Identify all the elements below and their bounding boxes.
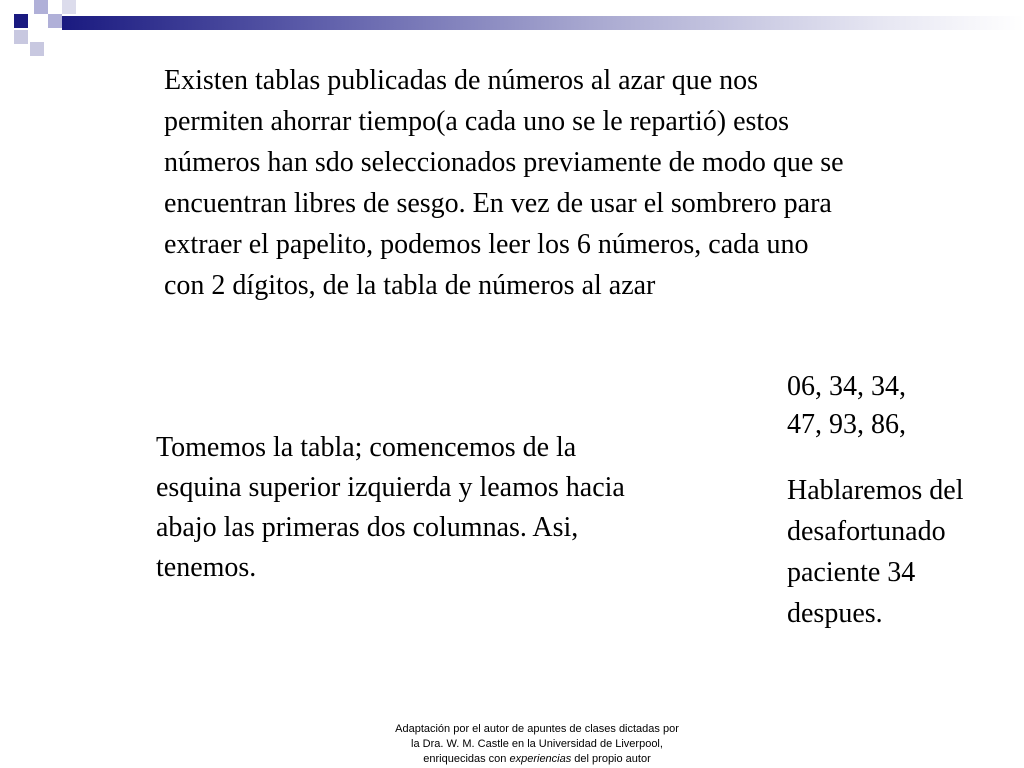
patient-note: Hablaremos del desafortunado paciente 34 despues. [787,475,964,629]
decor-square [34,0,48,14]
footer-text: del propio autor [571,753,651,765]
decor-square [30,42,44,56]
footer-line [362,752,712,767]
decor-square [14,30,28,44]
footer-text: enriquecidas con [423,753,510,765]
main-paragraph: Existen tablas publicadas de números al azar que nos permiten ahorrar tiempo(a cada uno se le repartió) estos números han sdo seleccionados previamente de modo que se encuentran libres de sesgo. En vez de usar el sombrero para extraer el papelito, podemos leer los 6 números, cada uno con 2 dígitos, de la tabla de números al azar [164,65,844,301]
random-numbers-list [787,368,987,444]
numbers-line: 06, 34, 34, [787,371,906,402]
header-gradient-bar [62,16,1024,30]
footer-credit [362,722,712,767]
numbers-line: 47, 93, 86, [787,409,906,440]
footer-line: la Dra. W. M. Castle en la Universidad de Liverpool, [411,738,663,750]
instruction-paragraph: Tomemos la tabla; comencemos de la esquina superior izquierda y leamos hacia abajo las primeras dos columnas. Asi, tenemos. [156,432,625,583]
decor-square [48,14,62,28]
decor-square [62,0,76,14]
footer-line: Adaptación por el autor de apuntes de clases dictadas por [395,723,679,735]
footer-emphasis: experiencias [509,753,572,765]
decor-square [14,14,28,28]
